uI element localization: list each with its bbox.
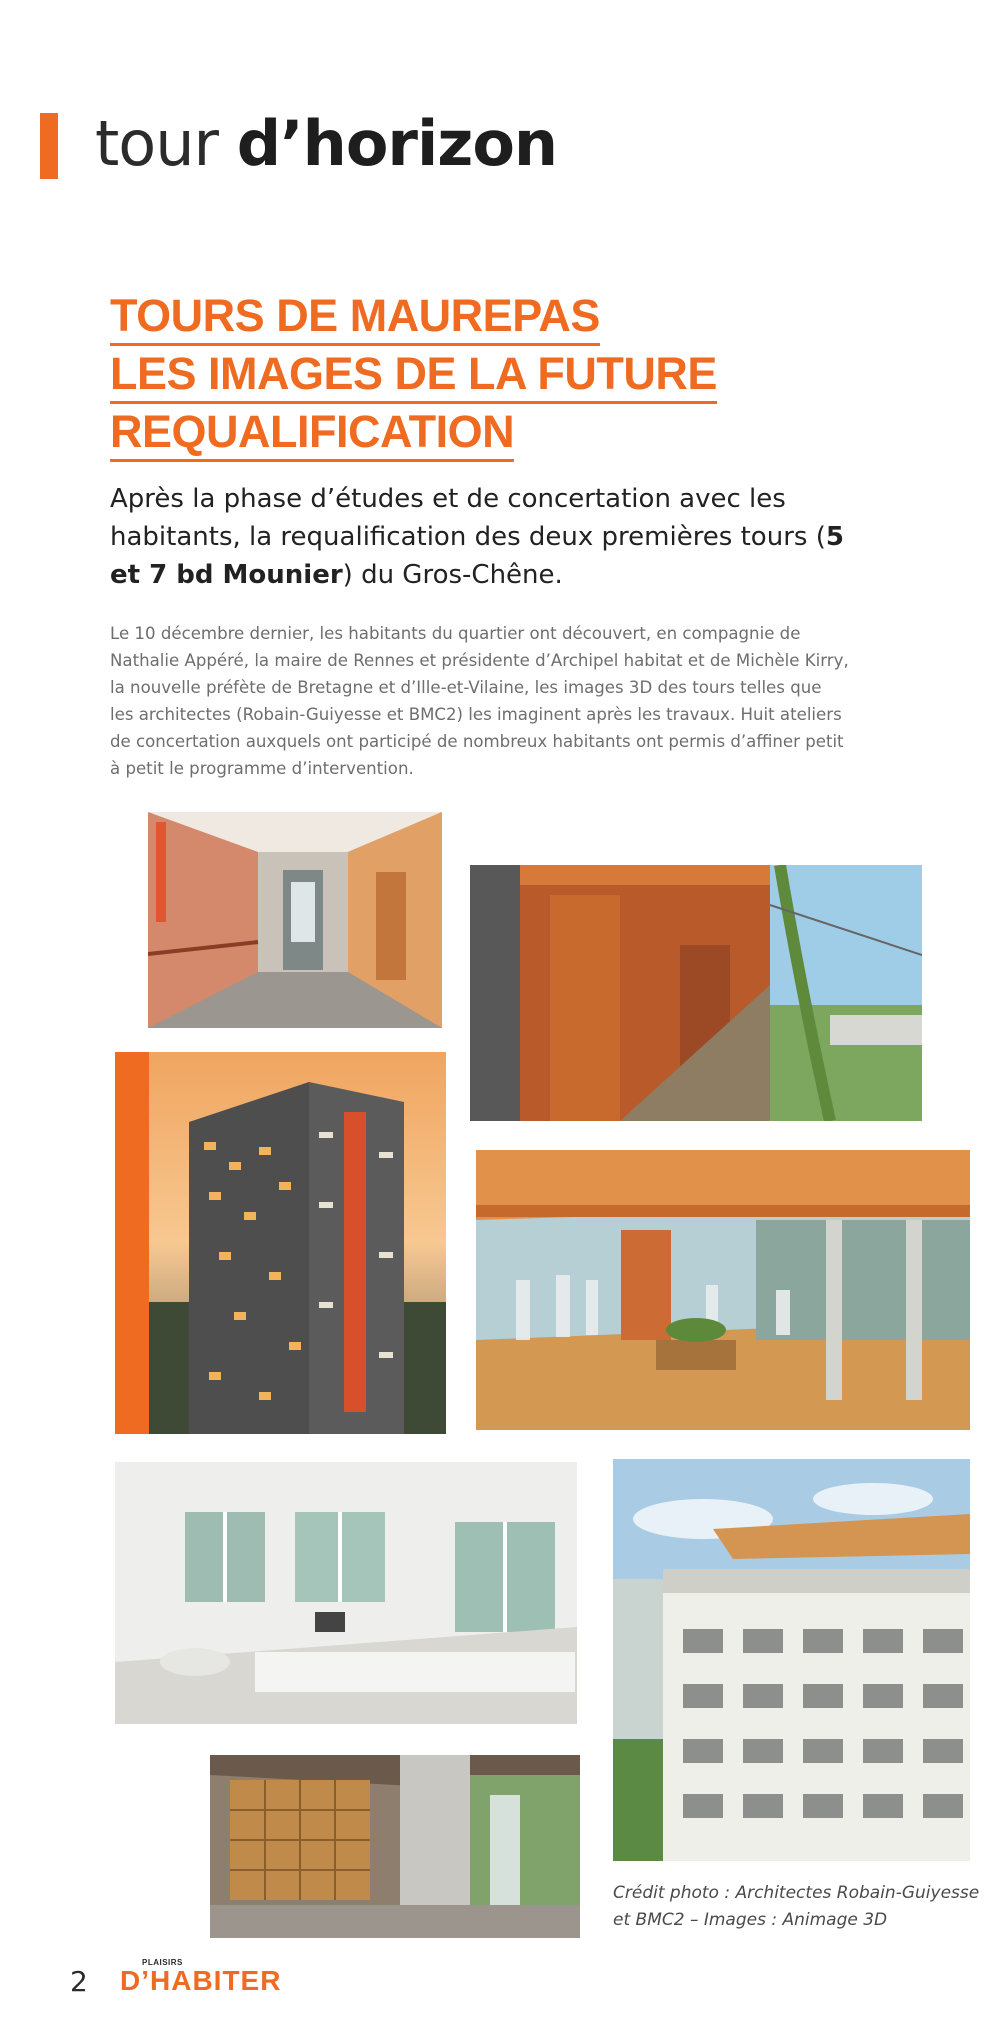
section-title-bold: d’horizon bbox=[236, 107, 558, 180]
headline-line-2: LES IMAGES DE LA FUTURE bbox=[110, 346, 717, 404]
headline-line-1: TOURS DE MAUREPAS bbox=[110, 288, 600, 346]
page-number: 2 bbox=[70, 1965, 88, 1998]
magazine-logo bbox=[120, 1958, 310, 2008]
photo-lobby-mailboxes bbox=[210, 1755, 580, 1938]
article-lead bbox=[110, 480, 870, 594]
section-title-light: tour bbox=[95, 107, 237, 180]
accent-strip bbox=[115, 1052, 149, 1434]
lead-address: 5 et 7 bd Mounier bbox=[110, 522, 844, 590]
lead-part-1: Après la phase d’études et de concertation avec les habitants, la requalification des deux premières tours ( bbox=[110, 484, 826, 552]
photo-credit: Crédit photo : Architectes Robain-Guiyesse et BMC2 – Images : Animage 3D bbox=[613, 1883, 980, 1930]
logo-big-text: D’HABITER bbox=[120, 1965, 282, 1996]
photo-interior-room bbox=[115, 1462, 577, 1724]
article-headline bbox=[110, 288, 840, 462]
photo-tower-dusk bbox=[149, 1052, 446, 1434]
lead-part-3: ) du Gros-Chêne. bbox=[342, 560, 563, 590]
logo-small-text: PLAISIRS bbox=[142, 1958, 183, 1967]
photo-loggia-balcony bbox=[470, 865, 922, 1121]
headline-line-3: REQUALIFICATION bbox=[110, 404, 514, 462]
article-body: Le 10 décembre dernier, les habitants du quartier ont découvert, en compagnie de Nathalie Appéré, la maire de Rennes et présidente d’Archipel habitat et de Michèle Kirry, la nouvelle préfète de Bretagne et d’Ille-et-Vilaine, les images 3D des tours telles que les architectes (Robain-Guiyesse et BMC2) les imaginent après les travaux. Huit ateliers de concertation auxquels ont participé de nombreux habitants ont permis d’affiner petit à petit le programme d’intervention. bbox=[110, 624, 849, 778]
section-title bbox=[95, 103, 557, 185]
photo-facade-pergola bbox=[613, 1459, 970, 1861]
section-accent-bar bbox=[40, 113, 58, 179]
photo-corridor bbox=[148, 812, 442, 1028]
photo-covered-terrace bbox=[476, 1150, 970, 1430]
